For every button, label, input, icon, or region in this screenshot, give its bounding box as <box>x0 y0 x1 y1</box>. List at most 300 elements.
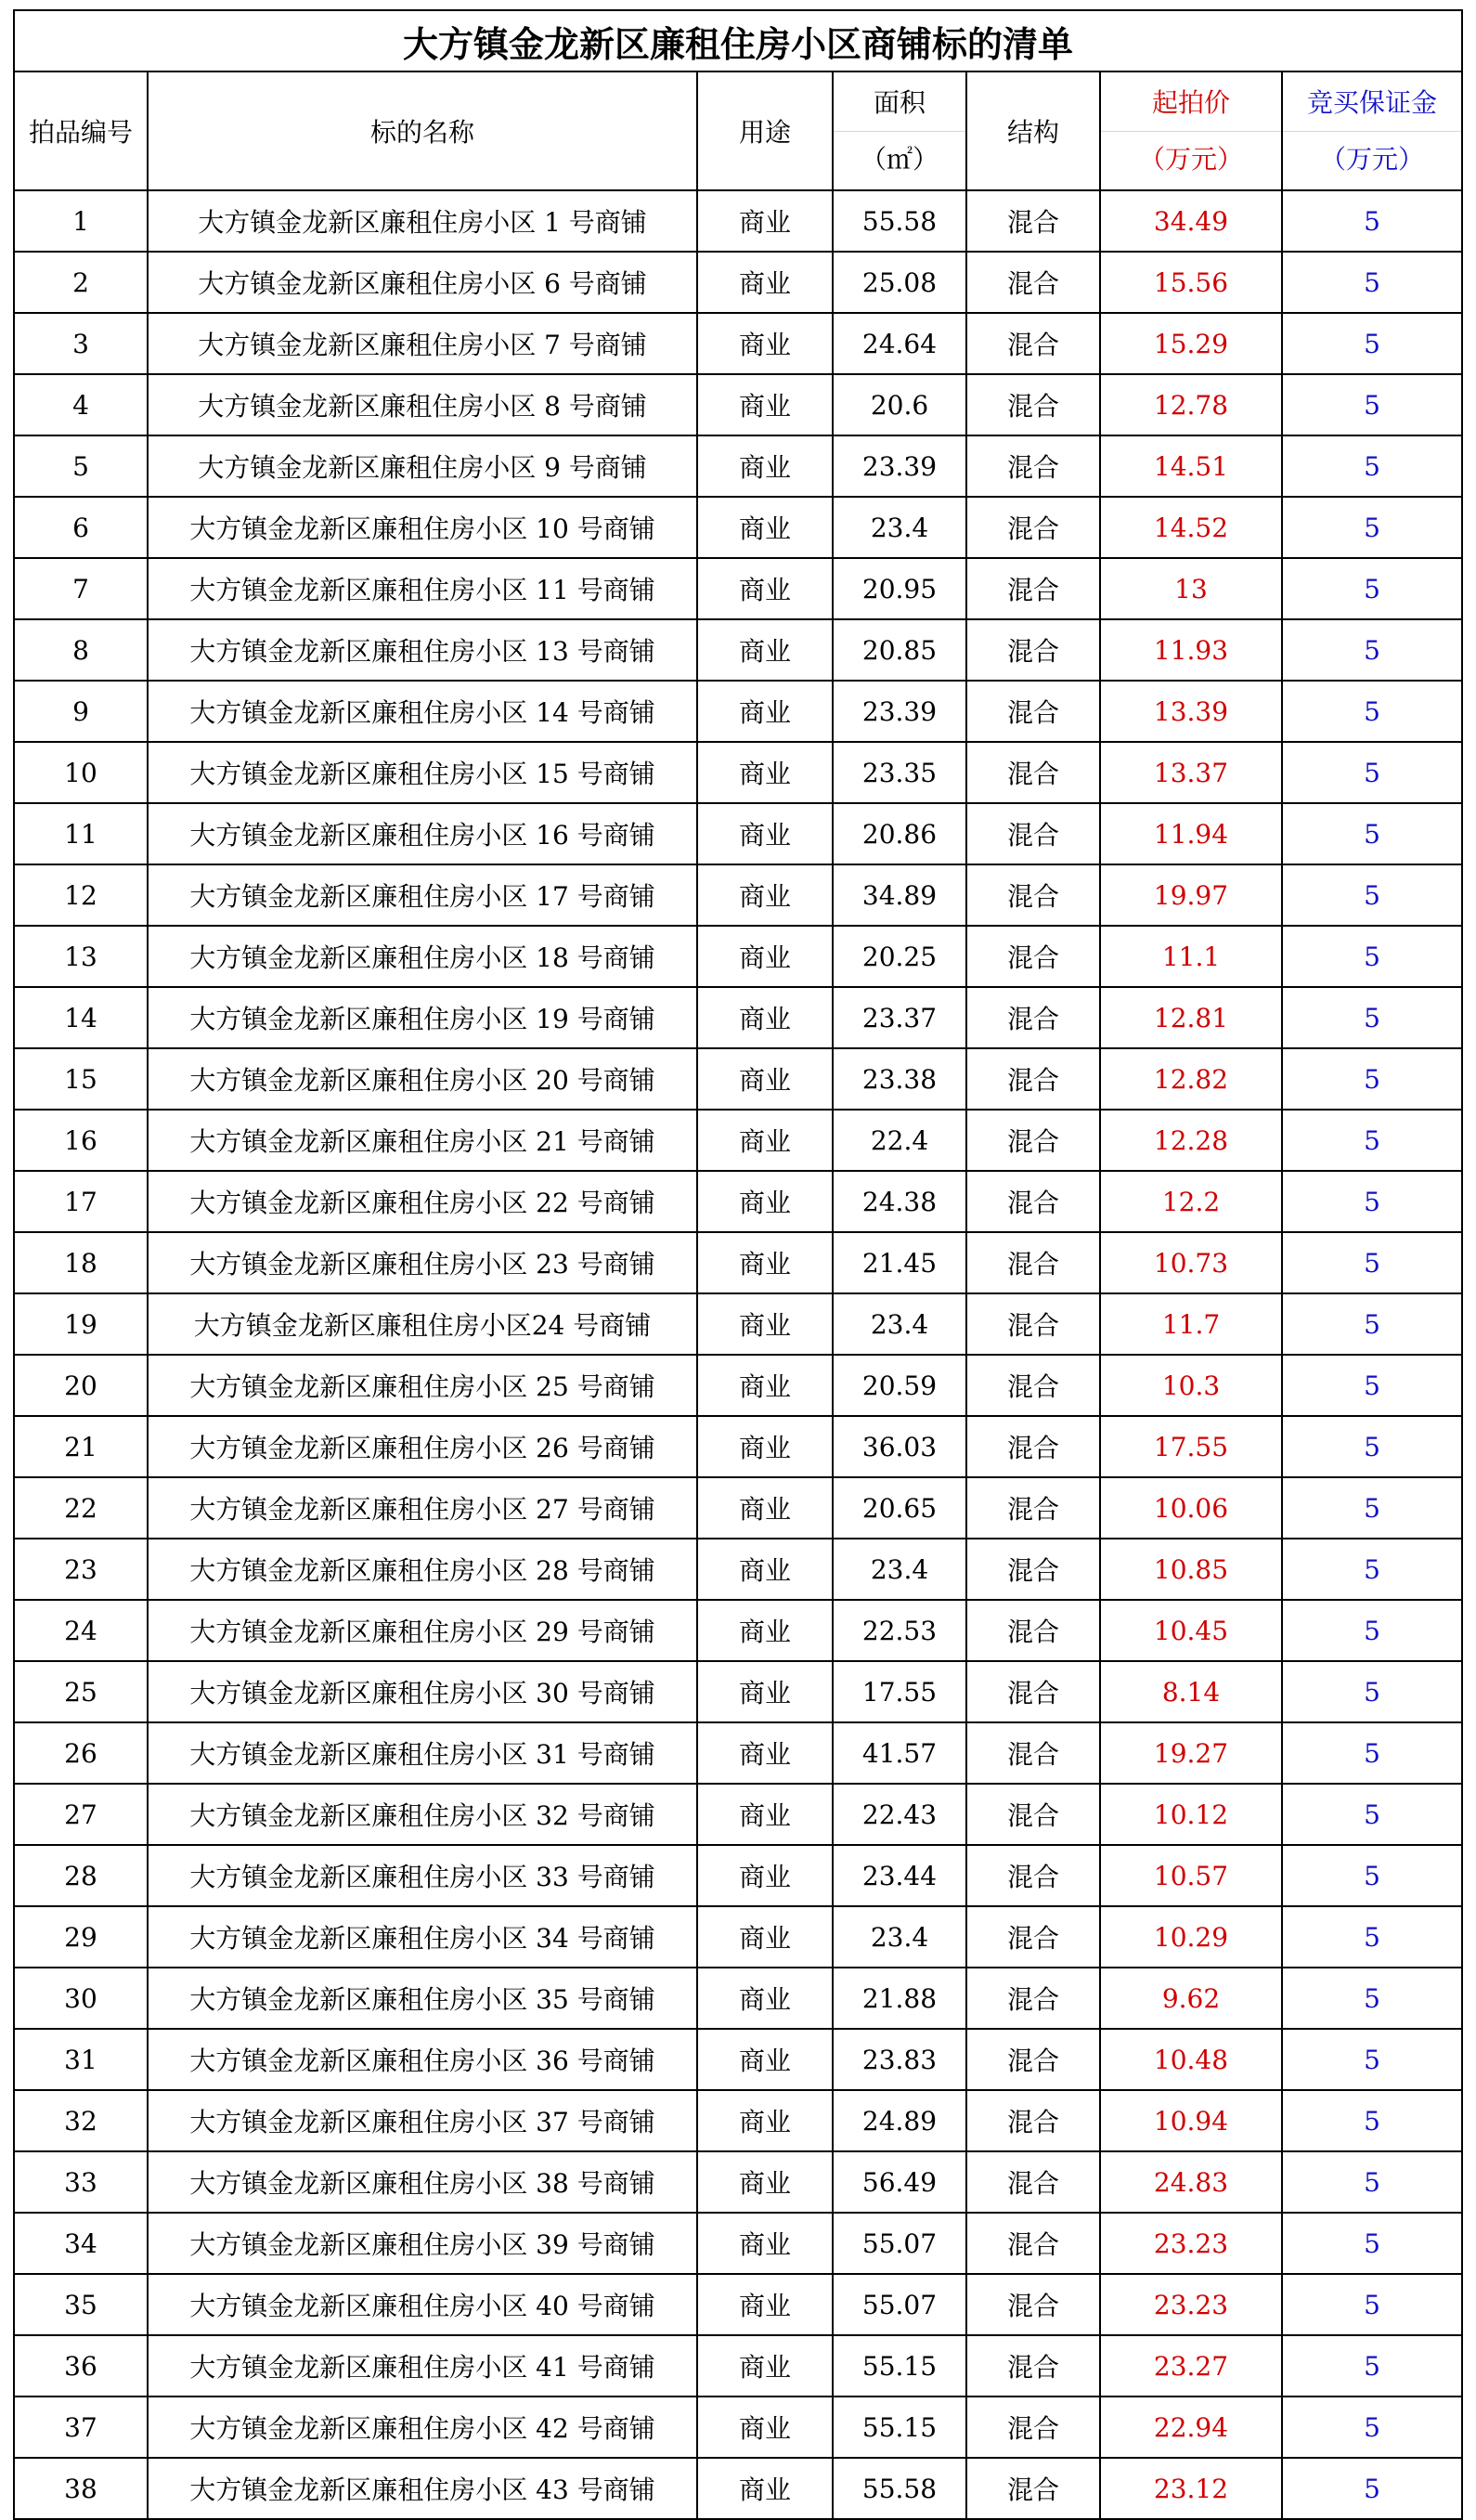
cell-lot-no: 32 <box>14 2090 148 2151</box>
cell-lot-no: 38 <box>14 2458 148 2519</box>
cell-deposit: 5 <box>1282 1968 1462 2029</box>
cell-deposit: 5 <box>1282 2213 1462 2274</box>
table-row <box>14 2029 1462 2090</box>
cell-lot-no: 25 <box>14 1661 148 1722</box>
cell-structure: 混合 <box>966 2151 1100 2213</box>
cell-name: 大方镇金龙新区廉租住房小区 34 号商铺 <box>148 1906 697 1968</box>
cell-lot-no: 30 <box>14 1968 148 2029</box>
table-row <box>14 435 1462 497</box>
cell-start-price: 12.81 <box>1100 987 1282 1048</box>
cell-start-price: 10.94 <box>1100 2090 1282 2151</box>
cell-start-price: 15.29 <box>1100 313 1282 374</box>
cell-name: 大方镇金龙新区廉租住房小区 22 号商铺 <box>148 1171 697 1232</box>
cell-lot-no: 14 <box>14 987 148 1048</box>
cell-name: 大方镇金龙新区廉租住房小区 19 号商铺 <box>148 987 697 1048</box>
cell-use: 商业 <box>697 1477 833 1539</box>
cell-lot-no: 15 <box>14 1048 148 1110</box>
cell-start-price: 24.83 <box>1100 2151 1282 2213</box>
table-row <box>14 374 1462 435</box>
cell-use: 商业 <box>697 1110 833 1171</box>
cell-use: 商业 <box>697 1416 833 1477</box>
cell-start-price: 23.12 <box>1100 2458 1282 2519</box>
table-row <box>14 2458 1462 2519</box>
cell-area: 21.88 <box>833 1968 966 2029</box>
cell-start-price: 10.85 <box>1100 1539 1282 1600</box>
cell-deposit: 5 <box>1282 2458 1462 2519</box>
table-row <box>14 1906 1462 1968</box>
cell-deposit: 5 <box>1282 1477 1462 1539</box>
cell-structure: 混合 <box>966 681 1100 742</box>
table-row <box>14 190 1462 252</box>
table-row <box>14 2335 1462 2397</box>
cell-area: 23.4 <box>833 1293 966 1355</box>
cell-name: 大方镇金龙新区廉租住房小区 30 号商铺 <box>148 1661 697 1722</box>
cell-lot-no: 16 <box>14 1110 148 1171</box>
cell-area: 20.25 <box>833 926 966 987</box>
cell-area: 23.4 <box>833 1539 966 1600</box>
cell-deposit: 5 <box>1282 1110 1462 1171</box>
cell-lot-no: 19 <box>14 1293 148 1355</box>
cell-structure: 混合 <box>966 864 1100 926</box>
cell-use: 商业 <box>697 864 833 926</box>
cell-lot-no: 37 <box>14 2397 148 2458</box>
cell-name: 大方镇金龙新区廉租住房小区 32 号商铺 <box>148 1784 697 1845</box>
cell-area: 41.57 <box>833 1722 966 1784</box>
cell-start-price: 12.28 <box>1100 1110 1282 1171</box>
cell-area: 55.58 <box>833 190 966 252</box>
cell-use: 商业 <box>697 619 833 681</box>
cell-structure: 混合 <box>966 1416 1100 1477</box>
cell-name: 大方镇金龙新区廉租住房小区 39 号商铺 <box>148 2213 697 2274</box>
table-row <box>14 1722 1462 1784</box>
table-row <box>14 2213 1462 2274</box>
cell-area: 23.35 <box>833 742 966 803</box>
cell-deposit: 5 <box>1282 2029 1462 2090</box>
table-row <box>14 619 1462 681</box>
cell-structure: 混合 <box>966 1539 1100 1600</box>
cell-deposit: 5 <box>1282 190 1462 252</box>
cell-use: 商业 <box>697 374 833 435</box>
cell-use: 商业 <box>697 2397 833 2458</box>
cell-name: 大方镇金龙新区廉租住房小区 25 号商铺 <box>148 1355 697 1416</box>
table-row <box>14 1048 1462 1110</box>
cell-area: 23.4 <box>833 497 966 558</box>
cell-lot-no: 7 <box>14 558 148 619</box>
cell-start-price: 34.49 <box>1100 190 1282 252</box>
cell-name: 大方镇金龙新区廉租住房小区 26 号商铺 <box>148 1416 697 1477</box>
cell-use: 商业 <box>697 1722 833 1784</box>
cell-structure: 混合 <box>966 2029 1100 2090</box>
cell-name: 大方镇金龙新区廉租住房小区 15 号商铺 <box>148 742 697 803</box>
table-row <box>14 558 1462 619</box>
cell-structure: 混合 <box>966 1293 1100 1355</box>
cell-area: 25.08 <box>833 252 966 313</box>
cell-structure: 混合 <box>966 374 1100 435</box>
cell-structure: 混合 <box>966 803 1100 864</box>
cell-deposit: 5 <box>1282 619 1462 681</box>
cell-structure: 混合 <box>966 558 1100 619</box>
cell-lot-no: 5 <box>14 435 148 497</box>
cell-lot-no: 20 <box>14 1355 148 1416</box>
cell-area: 24.38 <box>833 1171 966 1232</box>
cell-deposit: 5 <box>1282 1232 1462 1293</box>
cell-deposit: 5 <box>1282 1845 1462 1906</box>
table-row <box>14 497 1462 558</box>
cell-name: 大方镇金龙新区廉租住房小区 23 号商铺 <box>148 1232 697 1293</box>
cell-use: 商业 <box>697 742 833 803</box>
cell-deposit: 5 <box>1282 558 1462 619</box>
cell-area: 24.89 <box>833 2090 966 2151</box>
header-structure: 结构 <box>966 71 1100 190</box>
cell-structure: 混合 <box>966 1477 1100 1539</box>
cell-deposit: 5 <box>1282 252 1462 313</box>
cell-deposit: 5 <box>1282 1293 1462 1355</box>
cell-start-price: 13.39 <box>1100 681 1282 742</box>
cell-start-price: 10.06 <box>1100 1477 1282 1539</box>
cell-use: 商业 <box>697 1845 833 1906</box>
table-row <box>14 803 1462 864</box>
cell-deposit: 5 <box>1282 1355 1462 1416</box>
cell-area: 20.86 <box>833 803 966 864</box>
cell-structure: 混合 <box>966 2274 1100 2335</box>
header-area <box>833 71 966 190</box>
cell-start-price: 10.73 <box>1100 1232 1282 1293</box>
cell-lot-no: 18 <box>14 1232 148 1293</box>
header-area-unit: （㎡） <box>834 131 965 188</box>
cell-lot-no: 28 <box>14 1845 148 1906</box>
cell-start-price: 22.94 <box>1100 2397 1282 2458</box>
cell-name: 大方镇金龙新区廉租住房小区 6 号商铺 <box>148 252 697 313</box>
cell-lot-no: 11 <box>14 803 148 864</box>
cell-area: 55.15 <box>833 2335 966 2397</box>
cell-name: 大方镇金龙新区廉租住房小区 13 号商铺 <box>148 619 697 681</box>
cell-name: 大方镇金龙新区廉租住房小区 18 号商铺 <box>148 926 697 987</box>
table-row <box>14 1784 1462 1845</box>
cell-structure: 混合 <box>966 619 1100 681</box>
cell-name: 大方镇金龙新区廉租住房小区 29 号商铺 <box>148 1600 697 1661</box>
cell-start-price: 13.37 <box>1100 742 1282 803</box>
table-body <box>14 190 1462 2519</box>
header-deposit <box>1282 71 1462 190</box>
table-row <box>14 1600 1462 1661</box>
cell-name: 大方镇金龙新区廉租住房小区 17 号商铺 <box>148 864 697 926</box>
header-deposit-label: 竞买保证金 <box>1307 86 1438 118</box>
cell-structure: 混合 <box>966 742 1100 803</box>
table-row <box>14 987 1462 1048</box>
cell-structure: 混合 <box>966 2213 1100 2274</box>
cell-use: 商业 <box>697 1539 833 1600</box>
table-row <box>14 1355 1462 1416</box>
table-row <box>14 1968 1462 2029</box>
cell-start-price: 11.7 <box>1100 1293 1282 1355</box>
cell-start-price: 13 <box>1100 558 1282 619</box>
cell-name: 大方镇金龙新区廉租住房小区 10 号商铺 <box>148 497 697 558</box>
cell-structure: 混合 <box>966 1722 1100 1784</box>
cell-name: 大方镇金龙新区廉租住房小区 43 号商铺 <box>148 2458 697 2519</box>
cell-name: 大方镇金龙新区廉租住房小区 33 号商铺 <box>148 1845 697 1906</box>
cell-lot-no: 13 <box>14 926 148 987</box>
cell-structure: 混合 <box>966 313 1100 374</box>
cell-structure: 混合 <box>966 1110 1100 1171</box>
cell-use: 商业 <box>697 803 833 864</box>
cell-start-price: 10.45 <box>1100 1600 1282 1661</box>
cell-start-price: 10.57 <box>1100 1845 1282 1906</box>
cell-lot-no: 22 <box>14 1477 148 1539</box>
cell-start-price: 14.52 <box>1100 497 1282 558</box>
table-row <box>14 2151 1462 2213</box>
cell-structure: 混合 <box>966 1048 1100 1110</box>
cell-area: 20.95 <box>833 558 966 619</box>
cell-use: 商业 <box>697 2151 833 2213</box>
table-row <box>14 681 1462 742</box>
cell-name: 大方镇金龙新区廉租住房小区 14 号商铺 <box>148 681 697 742</box>
cell-start-price: 14.51 <box>1100 435 1282 497</box>
cell-area: 23.4 <box>833 1906 966 1968</box>
table-row <box>14 2090 1462 2151</box>
cell-structure: 混合 <box>966 497 1100 558</box>
cell-lot-no: 26 <box>14 1722 148 1784</box>
cell-lot-no: 23 <box>14 1539 148 1600</box>
cell-use: 商业 <box>697 2458 833 2519</box>
table-row <box>14 252 1462 313</box>
cell-deposit: 5 <box>1282 1600 1462 1661</box>
cell-use: 商业 <box>697 252 833 313</box>
cell-start-price: 17.55 <box>1100 1416 1282 1477</box>
table-row <box>14 1171 1462 1232</box>
cell-use: 商业 <box>697 1293 833 1355</box>
cell-deposit: 5 <box>1282 1416 1462 1477</box>
cell-area: 34.89 <box>833 864 966 926</box>
cell-start-price: 23.27 <box>1100 2335 1282 2397</box>
table-row <box>14 926 1462 987</box>
cell-area: 23.37 <box>833 987 966 1048</box>
cell-start-price: 12.2 <box>1100 1171 1282 1232</box>
cell-name: 大方镇金龙新区廉租住房小区 31 号商铺 <box>148 1722 697 1784</box>
header-start-price <box>1100 71 1282 190</box>
cell-use: 商业 <box>697 497 833 558</box>
cell-start-price: 23.23 <box>1100 2274 1282 2335</box>
cell-structure: 混合 <box>966 435 1100 497</box>
cell-start-price: 11.94 <box>1100 803 1282 864</box>
header-deposit-unit: （万元） <box>1283 131 1461 188</box>
cell-use: 商业 <box>697 1355 833 1416</box>
table-row <box>14 742 1462 803</box>
cell-use: 商业 <box>697 1784 833 1845</box>
cell-deposit: 5 <box>1282 1048 1462 1110</box>
cell-start-price: 19.27 <box>1100 1722 1282 1784</box>
cell-area: 36.03 <box>833 1416 966 1477</box>
cell-area: 23.39 <box>833 681 966 742</box>
cell-deposit: 5 <box>1282 1171 1462 1232</box>
cell-start-price: 15.56 <box>1100 252 1282 313</box>
cell-lot-no: 12 <box>14 864 148 926</box>
cell-lot-no: 29 <box>14 1906 148 1968</box>
cell-use: 商业 <box>697 313 833 374</box>
cell-lot-no: 36 <box>14 2335 148 2397</box>
cell-lot-no: 17 <box>14 1171 148 1232</box>
cell-start-price: 8.14 <box>1100 1661 1282 1722</box>
cell-lot-no: 31 <box>14 2029 148 2090</box>
cell-use: 商业 <box>697 681 833 742</box>
cell-name: 大方镇金龙新区廉租住房小区 8 号商铺 <box>148 374 697 435</box>
cell-area: 23.44 <box>833 1845 966 1906</box>
cell-lot-no: 21 <box>14 1416 148 1477</box>
cell-name: 大方镇金龙新区廉租住房小区 1 号商铺 <box>148 190 697 252</box>
cell-deposit: 5 <box>1282 497 1462 558</box>
cell-start-price: 10.3 <box>1100 1355 1282 1416</box>
cell-deposit: 5 <box>1282 803 1462 864</box>
cell-lot-no: 34 <box>14 2213 148 2274</box>
cell-deposit: 5 <box>1282 1784 1462 1845</box>
cell-name: 大方镇金龙新区廉租住房小区 11 号商铺 <box>148 558 697 619</box>
cell-deposit: 5 <box>1282 1661 1462 1722</box>
cell-deposit: 5 <box>1282 1539 1462 1600</box>
cell-name: 大方镇金龙新区廉租住房小区 21 号商铺 <box>148 1110 697 1171</box>
table-row <box>14 1661 1462 1722</box>
cell-deposit: 5 <box>1282 435 1462 497</box>
cell-use: 商业 <box>697 1171 833 1232</box>
cell-deposit: 5 <box>1282 1722 1462 1784</box>
cell-use: 商业 <box>697 1600 833 1661</box>
cell-start-price: 19.97 <box>1100 864 1282 926</box>
table-row <box>14 864 1462 926</box>
table-row <box>14 2397 1462 2458</box>
listing-table <box>13 9 1463 2520</box>
header-name: 标的名称 <box>148 71 697 190</box>
cell-lot-no: 8 <box>14 619 148 681</box>
cell-area: 23.39 <box>833 435 966 497</box>
cell-structure: 混合 <box>966 252 1100 313</box>
cell-area: 23.83 <box>833 2029 966 2090</box>
cell-name: 大方镇金龙新区廉租住房小区 7 号商铺 <box>148 313 697 374</box>
cell-start-price: 9.62 <box>1100 1968 1282 2029</box>
cell-area: 21.45 <box>833 1232 966 1293</box>
cell-deposit: 5 <box>1282 2335 1462 2397</box>
header-start-price-label: 起拍价 <box>1151 86 1230 118</box>
cell-name: 大方镇金龙新区廉租住房小区 28 号商铺 <box>148 1539 697 1600</box>
cell-structure: 混合 <box>966 1906 1100 1968</box>
cell-deposit: 5 <box>1282 681 1462 742</box>
cell-structure: 混合 <box>966 2090 1100 2151</box>
cell-structure: 混合 <box>966 1232 1100 1293</box>
table-row <box>14 2274 1462 2335</box>
cell-start-price: 10.29 <box>1100 1906 1282 1968</box>
header-start-price-unit: （万元） <box>1101 131 1281 188</box>
cell-name: 大方镇金龙新区廉租住房小区 37 号商铺 <box>148 2090 697 2151</box>
cell-structure: 混合 <box>966 1784 1100 1845</box>
cell-name: 大方镇金龙新区廉租住房小区 9 号商铺 <box>148 435 697 497</box>
cell-deposit: 5 <box>1282 926 1462 987</box>
table-row <box>14 1416 1462 1477</box>
cell-start-price: 10.12 <box>1100 1784 1282 1845</box>
cell-deposit: 5 <box>1282 374 1462 435</box>
cell-area: 20.65 <box>833 1477 966 1539</box>
cell-area: 55.07 <box>833 2213 966 2274</box>
table-row <box>14 1539 1462 1600</box>
page-title: 大方镇金龙新区廉租住房小区商铺标的清单 <box>14 10 1462 71</box>
cell-area: 20.6 <box>833 374 966 435</box>
cell-start-price: 11.1 <box>1100 926 1282 987</box>
cell-area: 55.58 <box>833 2458 966 2519</box>
cell-name: 大方镇金龙新区廉租住房小区 20 号商铺 <box>148 1048 697 1110</box>
table-row <box>14 313 1462 374</box>
cell-area: 24.64 <box>833 313 966 374</box>
cell-structure: 混合 <box>966 1661 1100 1722</box>
cell-use: 商业 <box>697 987 833 1048</box>
cell-structure: 混合 <box>966 1845 1100 1906</box>
cell-lot-no: 10 <box>14 742 148 803</box>
cell-use: 商业 <box>697 2029 833 2090</box>
header-use: 用途 <box>697 71 833 190</box>
cell-deposit: 5 <box>1282 742 1462 803</box>
cell-structure: 混合 <box>966 1171 1100 1232</box>
cell-name: 大方镇金龙新区廉租住房小区 38 号商铺 <box>148 2151 697 2213</box>
table-row <box>14 1477 1462 1539</box>
cell-area: 56.49 <box>833 2151 966 2213</box>
cell-deposit: 5 <box>1282 313 1462 374</box>
cell-use: 商业 <box>697 190 833 252</box>
cell-deposit: 5 <box>1282 1906 1462 1968</box>
cell-name: 大方镇金龙新区廉租住房小区 16 号商铺 <box>148 803 697 864</box>
cell-start-price: 10.48 <box>1100 2029 1282 2090</box>
cell-area: 22.4 <box>833 1110 966 1171</box>
cell-area: 20.85 <box>833 619 966 681</box>
cell-deposit: 5 <box>1282 2151 1462 2213</box>
cell-use: 商业 <box>697 926 833 987</box>
cell-use: 商业 <box>697 435 833 497</box>
cell-structure: 混合 <box>966 1968 1100 2029</box>
table-row <box>14 1293 1462 1355</box>
cell-deposit: 5 <box>1282 2090 1462 2151</box>
cell-structure: 混合 <box>966 987 1100 1048</box>
cell-name: 大方镇金龙新区廉租住房小区 36 号商铺 <box>148 2029 697 2090</box>
table-row <box>14 1232 1462 1293</box>
cell-lot-no: 35 <box>14 2274 148 2335</box>
cell-area: 55.07 <box>833 2274 966 2335</box>
cell-use: 商业 <box>697 2274 833 2335</box>
cell-use: 商业 <box>697 558 833 619</box>
cell-deposit: 5 <box>1282 987 1462 1048</box>
header-lot-no: 拍品编号 <box>14 71 148 190</box>
cell-use: 商业 <box>697 2090 833 2151</box>
cell-deposit: 5 <box>1282 864 1462 926</box>
cell-lot-no: 24 <box>14 1600 148 1661</box>
cell-deposit: 5 <box>1282 2274 1462 2335</box>
cell-name: 大方镇金龙新区廉租住房小区 42 号商铺 <box>148 2397 697 2458</box>
cell-name: 大方镇金龙新区廉租住房小区 40 号商铺 <box>148 2274 697 2335</box>
cell-use: 商业 <box>697 2335 833 2397</box>
cell-lot-no: 6 <box>14 497 148 558</box>
cell-structure: 混合 <box>966 926 1100 987</box>
cell-name: 大方镇金龙新区廉租住房小区 41 号商铺 <box>148 2335 697 2397</box>
cell-lot-no: 1 <box>14 190 148 252</box>
cell-area: 17.55 <box>833 1661 966 1722</box>
cell-structure: 混合 <box>966 2458 1100 2519</box>
cell-name: 大方镇金龙新区廉租住房小区 27 号商铺 <box>148 1477 697 1539</box>
cell-use: 商业 <box>697 1232 833 1293</box>
cell-start-price: 12.78 <box>1100 374 1282 435</box>
cell-deposit: 5 <box>1282 2397 1462 2458</box>
cell-use: 商业 <box>697 2213 833 2274</box>
table-row <box>14 1110 1462 1171</box>
cell-lot-no: 3 <box>14 313 148 374</box>
cell-area: 20.59 <box>833 1355 966 1416</box>
cell-start-price: 11.93 <box>1100 619 1282 681</box>
cell-structure: 混合 <box>966 1600 1100 1661</box>
cell-area: 22.43 <box>833 1784 966 1845</box>
cell-use: 商业 <box>697 1906 833 1968</box>
cell-start-price: 23.23 <box>1100 2213 1282 2274</box>
